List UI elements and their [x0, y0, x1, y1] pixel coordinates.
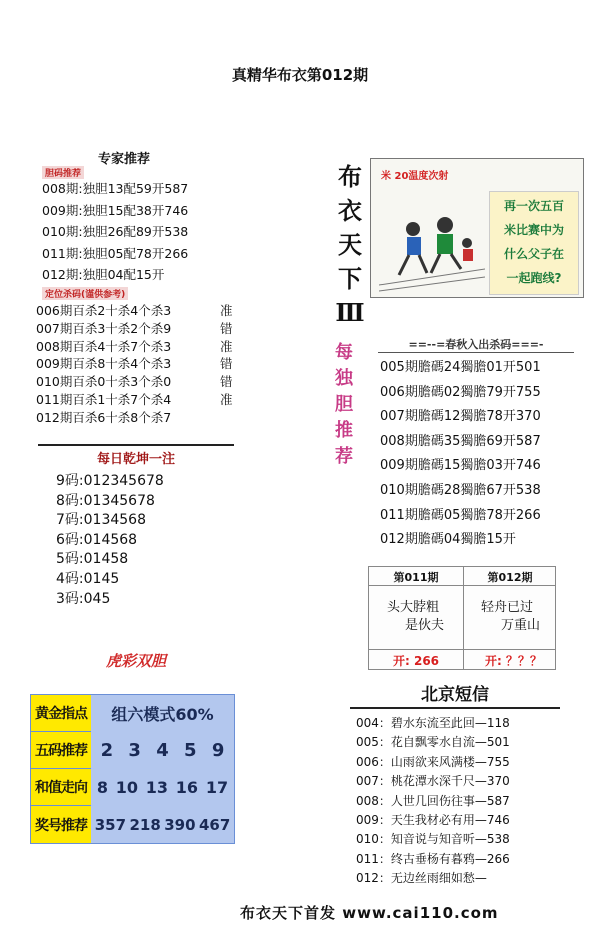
list-item: 008期膽碼35獨膽69开587: [380, 433, 541, 449]
tiger-title: 虎彩双胆: [105, 652, 166, 670]
list-item: 9码:012345678: [56, 473, 164, 489]
list-item: 009期:独胆15配38开746: [42, 202, 189, 218]
kill-lines: [36, 302, 233, 427]
gall-list: [380, 356, 541, 553]
period-poem: 轻舟已过 万重山: [481, 600, 541, 633]
list-item: 008期百杀4十杀7个杀3 准: [36, 338, 233, 354]
beijing-title: 北京短信: [350, 680, 560, 709]
period-head: 第012期: [487, 571, 533, 584]
list-item: 012期百杀6十杀8个杀7: [36, 409, 172, 425]
list-item: 005：花自飘零水自流—501: [356, 735, 510, 750]
list-item: 8码:01345678: [56, 492, 155, 509]
grid-label: 奖号推荐: [31, 806, 91, 843]
comic-bubble: 再一次五百 米比赛中为 什么父子在 一起跑线?: [489, 191, 579, 295]
list-item: 6码:014568: [56, 531, 138, 548]
grid-label: 黄金指点: [31, 695, 91, 732]
period-head: 第011期: [393, 571, 439, 584]
beijing-list: [356, 714, 510, 889]
list-item: 5码:01458: [56, 551, 129, 568]
section-label-gall: 胆码推荐: [42, 166, 84, 179]
footer-site: 布衣天下首发 www.cai110.com: [240, 904, 499, 922]
list-item: 007期膽碼12獨膽78开370: [380, 409, 541, 425]
list-item: 009期百杀8十杀4个杀3 错: [36, 356, 233, 372]
list-item: 009：天生我材必有用—746: [356, 813, 510, 828]
list-item: 011期:独胆05配78开266: [42, 245, 189, 261]
grid-value: 357 218 390 467: [94, 815, 231, 834]
list-item: 010：知音说与知音听—538: [356, 832, 510, 847]
runners-illustration: [379, 199, 485, 293]
comic-image: [370, 158, 584, 298]
list-item: 009期膽碼15獨膽03开746: [380, 458, 541, 474]
list-item: 008期:独胆13配59开587: [42, 181, 189, 196]
grid-value: 2 3 4 5 9: [100, 740, 225, 761]
grid-label: 和值走向: [31, 769, 91, 806]
expert-title: 专家推荐: [98, 152, 151, 167]
list-item: 3码:045: [56, 590, 111, 607]
comic-banner: 米 20温度次射: [381, 171, 449, 182]
list-item: 011：终古垂杨有暮鸦—266: [356, 851, 510, 866]
period-poem: 头大脖粗 是伙夫: [387, 600, 445, 633]
period-open: 开: ？？？: [485, 654, 542, 668]
section-label-kill: 定位杀码(谨供参考): [42, 287, 128, 300]
list-item: 012期:独胆04配15开: [42, 267, 165, 282]
list-item: 006：山雨欲来风满楼—755: [356, 754, 510, 769]
list-item: 004：碧水东流至此回—118: [356, 716, 510, 730]
list-item: 005期膽碼24獨膽01开501: [380, 360, 541, 375]
list-item: 006期膽碼02獨膽79开755: [380, 384, 541, 400]
grid-value: 组六模式60%: [111, 705, 214, 724]
list-item: 010期膽碼28獨膽67开538: [380, 482, 541, 498]
list-item: 006期百杀2十杀4个杀3 准: [36, 303, 233, 318]
period-box: [368, 566, 556, 670]
expert-lines: [42, 178, 188, 286]
grid-value: 8 10 13 16 17: [96, 778, 229, 797]
list-item: 010期:独胆26配89开538: [42, 224, 189, 239]
list-item: 7码:0134568: [56, 512, 146, 529]
grid-label: 五码推荐: [31, 732, 91, 769]
list-item: 008：人世几回伤往事—587: [356, 793, 510, 808]
list-item: 011期膽碼05獨膽78开266: [380, 507, 541, 523]
code-list: [56, 472, 164, 609]
list-item: 010期百杀0十杀3个杀0 错: [36, 374, 233, 390]
period-open: 开: 266: [393, 654, 440, 668]
daily-title: 每日乾坤一注: [38, 444, 234, 467]
list-item: 012期膽碼04獨膽15开: [380, 532, 516, 548]
each-gall-vertical: 每 独 胆 推 荐: [335, 342, 353, 467]
list-item: 011期百杀1十杀7个杀4 准: [36, 391, 233, 407]
list-item: 007：桃花潭水深千尺—370: [356, 774, 510, 789]
page-title: 真精华布衣第012期: [231, 66, 369, 84]
list-item: 4码:0145: [56, 570, 120, 587]
recommend-grid: [30, 694, 235, 844]
gall-header: ==--=春秋入出杀码===-: [378, 336, 574, 353]
vertical-title: 布 衣 天 下 Ⅲ: [335, 162, 365, 327]
list-item: 012：无边丝雨细如愁—: [356, 871, 487, 886]
list-item: 007期百杀3十杀2个杀9 错: [36, 320, 233, 336]
